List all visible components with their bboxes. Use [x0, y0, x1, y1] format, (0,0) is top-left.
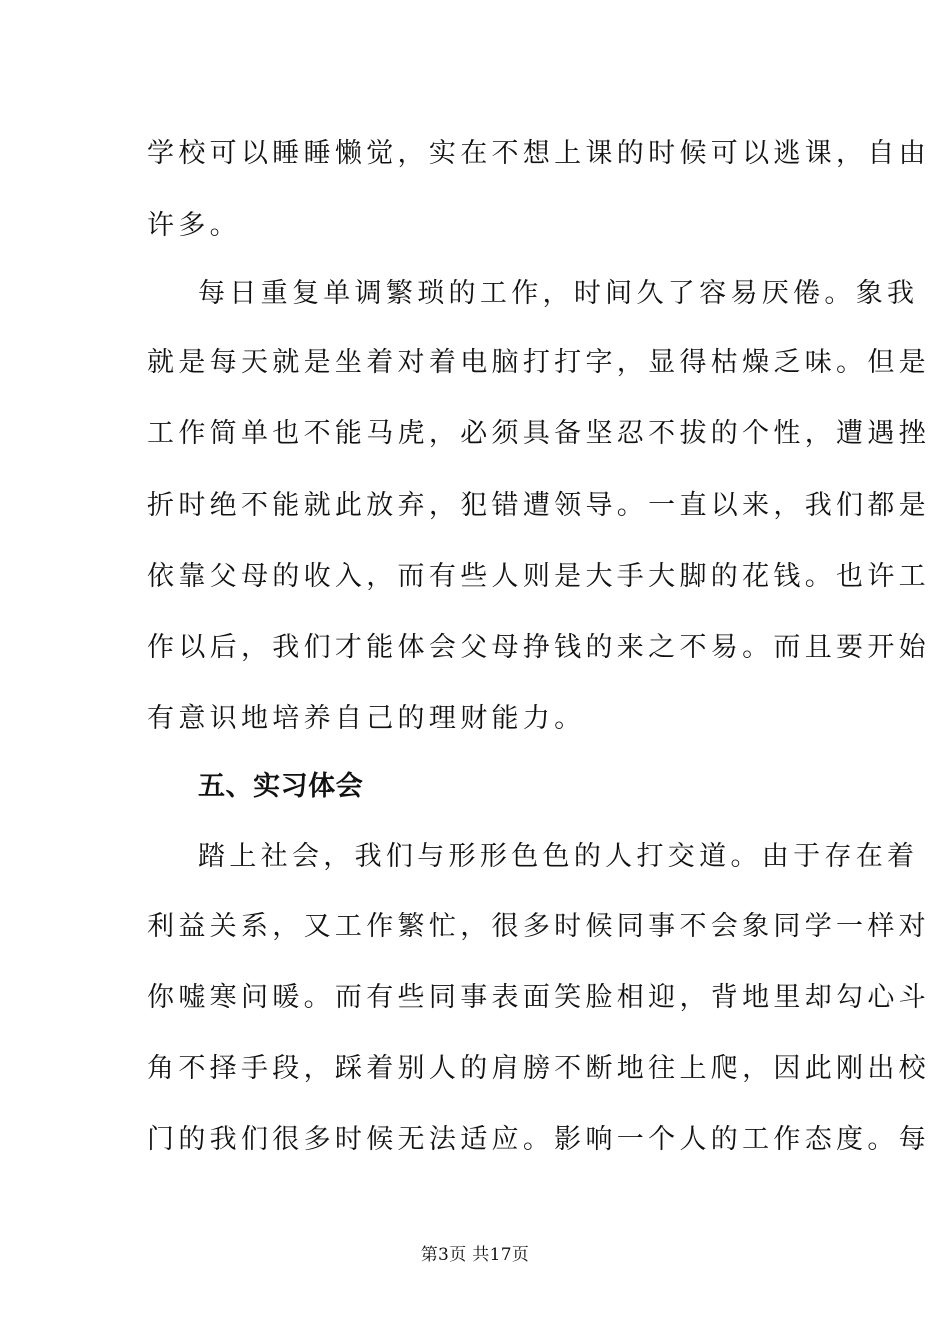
body-text-line: 工作简单也不能马虎，必须具备坚忍不拔的个性，遭遇挫	[147, 418, 930, 449]
body-text-line: 作以后，我们才能体会父母挣钱的来之不易。而且要开始	[147, 632, 930, 663]
body-text-line: 依靠父母的收入，而有些人则是大手大脚的花钱。也许工	[147, 561, 930, 592]
body-text-line: 学校可以睡睡懒觉，实在不想上课的时候可以逃课，自由	[147, 138, 930, 169]
body-text-line: 角不择手段，踩着别人的肩膀不断地往上爬，因此刚出校	[147, 1053, 930, 1084]
body-text-line: 利益关系，又工作繁忙，很多时候同事不会象同学一样对	[147, 911, 930, 942]
body-text-line: 有意识地培养自己的理财能力。	[147, 703, 586, 734]
page-footer: 第3页 共17页	[420, 1245, 530, 1265]
body-text-line: 门的我们很多时候无法适应。影响一个人的工作态度。每	[147, 1124, 930, 1155]
paragraph-first-line: 踏上社会，我们与形形色色的人打交道。由于存在着	[198, 841, 919, 872]
paragraph-first-line: 每日重复单调繁琐的工作，时间久了容易厌倦。象我	[198, 278, 919, 309]
body-text-line: 就是每天就是坐着对着电脑打打字，显得枯燥乏味。但是	[147, 347, 930, 378]
body-text-line: 许多。	[147, 210, 241, 241]
body-text-line: 折时绝不能就此放弃，犯错遭领导。一直以来，我们都是	[147, 490, 930, 521]
section-heading: 五、实习体会	[198, 771, 364, 802]
body-text-line: 你嘘寒问暖。而有些同事表面笑脸相迎，背地里却勾心斗	[147, 982, 930, 1013]
